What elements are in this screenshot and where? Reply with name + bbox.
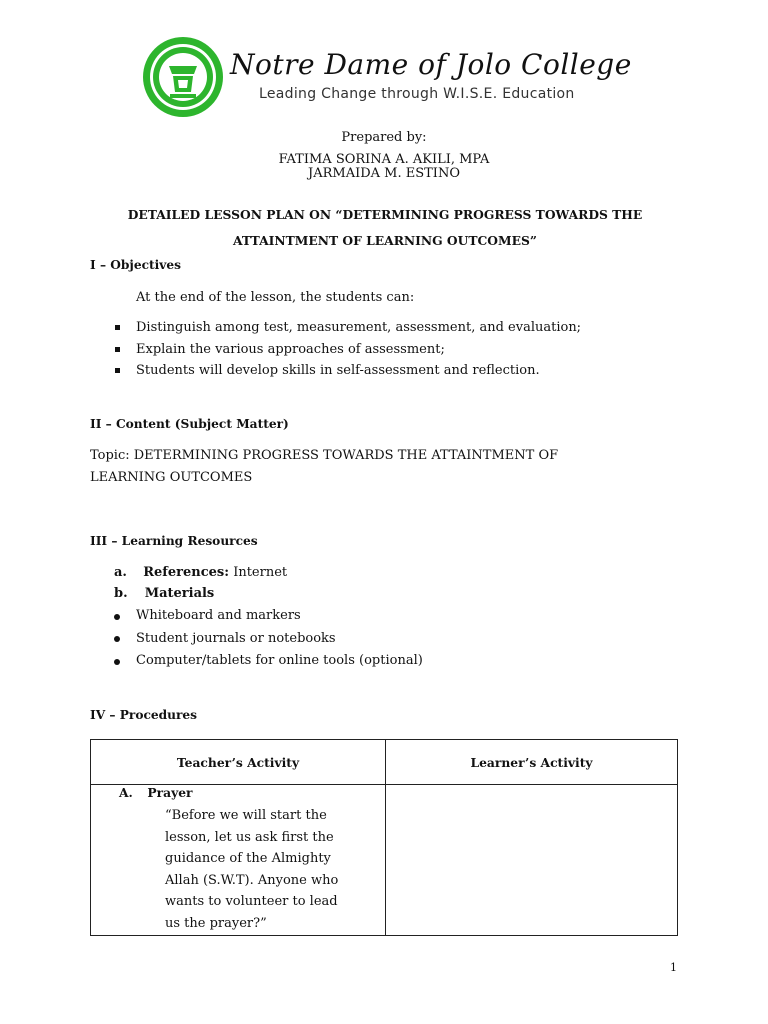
square-bullet-icon [115, 368, 120, 373]
square-bullet-icon [115, 325, 120, 330]
table-row [91, 785, 678, 936]
objective-item: Students will develop skills in self-assessment and reflection. [136, 363, 540, 378]
prayer-line: guidance of the Almighty [165, 851, 331, 866]
prayer-line: wants to volunteer to lead [165, 894, 338, 909]
procedures-table [90, 739, 678, 936]
prayer-text [165, 805, 338, 934]
lesson-plan-title [90, 202, 680, 254]
college-tagline: Leading Change through W.I.S.E. Education [259, 86, 575, 102]
teacher-activity-header: Teacher’s Activity [91, 740, 386, 785]
references-label: References: [143, 565, 230, 580]
step-title: Prayer [147, 785, 193, 800]
learner-activity-cell [386, 785, 678, 936]
table-header-row [91, 740, 678, 785]
topic-line-2: LEARNING OUTCOMES [90, 470, 253, 485]
author-name-1: FATIMA SORINA A. AKILI, MPA [278, 152, 490, 167]
teacher-activity-cell [91, 785, 386, 936]
prayer-line: lesson, let us ask first the [165, 829, 334, 845]
square-bullet-icon [115, 347, 120, 352]
college-name: Notre Dame of Jolo College [230, 48, 632, 81]
material-item: Whiteboard and markers [136, 608, 301, 623]
materials-label: Materials [144, 586, 215, 601]
section-objectives-heading: I – Objectives [90, 258, 181, 272]
section-content-heading: II – Content (Subject Matter) [90, 417, 289, 431]
title-line-1: DETAILED LESSON PLAN ON “DETERMINING PROGRESS TOWARDS THE [127, 207, 643, 222]
author-name-2: JARMAIDA M. ESTINO [308, 166, 460, 181]
prepared-by-label: Prepared by: [341, 130, 427, 145]
objectives-intro: At the end of the lesson, the students can: [136, 290, 415, 305]
round-bullet-icon [114, 614, 120, 620]
objective-item: Explain the various approaches of assessment; [136, 342, 445, 357]
objective-item: Distinguish among test, measurement, assessment, and evaluation; [136, 320, 582, 335]
prayer-line: “Before we will start the [165, 808, 327, 823]
learner-activity-header: Learner’s Activity [386, 740, 678, 785]
page-number: 1 [670, 961, 677, 974]
references-item [114, 565, 287, 580]
material-item: Computer/tablets for online tools (optional) [136, 653, 423, 668]
round-bullet-icon [114, 636, 120, 642]
topic-line-1: Topic: DETERMINING PROGRESS TOWARDS THE ATTAINTMENT OF [90, 448, 559, 463]
step-marker: A. [119, 785, 133, 800]
round-bullet-icon [114, 659, 120, 665]
section-resources-heading: III – Learning Resources [90, 534, 258, 548]
material-item: Student journals or notebooks [136, 631, 336, 646]
prayer-line: us the prayer?” [165, 915, 267, 931]
prayer-line: Allah (S.W.T). Anyone who [165, 872, 339, 888]
section-procedures-heading: IV – Procedures [90, 708, 198, 722]
references-marker: a. [114, 565, 127, 580]
references-value: Internet [229, 565, 288, 580]
college-seal-logo [142, 36, 224, 118]
title-line-2: ATTAINTMENT OF LEARNING OUTCOMES” [233, 233, 537, 248]
materials-item [114, 586, 214, 601]
step-prayer-title [119, 785, 193, 800]
materials-marker: b. [114, 586, 128, 601]
